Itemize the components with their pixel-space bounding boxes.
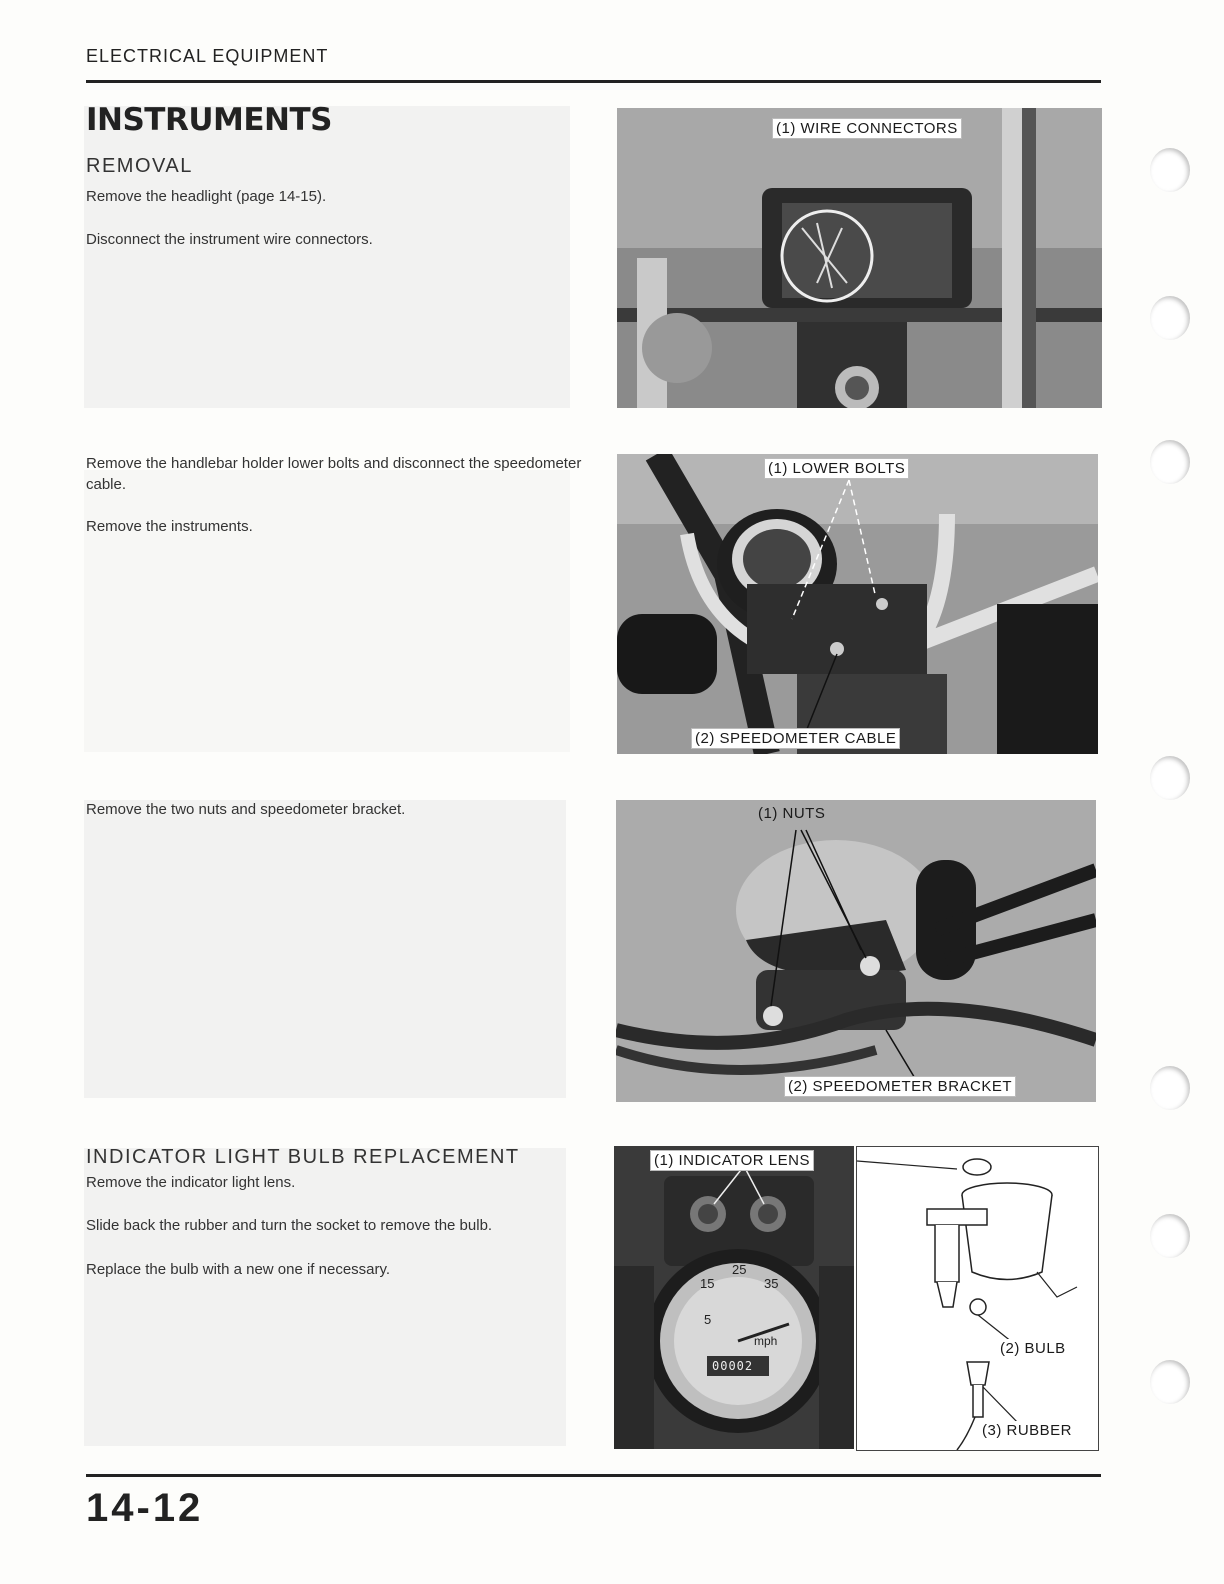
bulb-socket-diagram (856, 1146, 1099, 1451)
bulb-step-1: Remove the indicator light lens. (86, 1174, 296, 1191)
speedometer-bracket-label: (2) SPEEDOMETER BRACKET (784, 1076, 1016, 1097)
gauge-unit: mph (754, 1334, 778, 1348)
wire-connectors-label: (1) WIRE CONNECTORS (772, 118, 962, 139)
bulb-label: (2) BULB (997, 1339, 1069, 1358)
lower-bolts-photo (617, 454, 1098, 754)
running-header: ELECTRICAL EQUIPMENT (86, 46, 329, 66)
show-through-panel (84, 106, 570, 408)
show-through-panel (84, 470, 570, 752)
show-through-panel (84, 800, 566, 1098)
footer-rule (86, 1474, 1101, 1477)
removal-step-2: Disconnect the instrument wire connectors. (86, 231, 373, 248)
punch-hole (1150, 1066, 1190, 1110)
odometer: 00002 (712, 1359, 754, 1373)
rubber-label: (3) RUBBER (979, 1421, 1075, 1440)
bulb-step-2: Slide back the rubber and turn the socket to remove the bulb. (86, 1217, 493, 1234)
gauge-number: 15 (700, 1276, 715, 1291)
punch-hole (1150, 756, 1190, 800)
removal-step-1: Remove the headlight (page 14-15). (86, 188, 327, 205)
removal-step-3: Remove the handlebar holder lower bolts and disconnect the speedometer cable. (86, 455, 582, 493)
nuts-label: (1) NUTS (758, 805, 826, 822)
removal-step-4: Remove the instruments. (86, 518, 253, 535)
speedometer-cable-label: (2) SPEEDOMETER CABLE (691, 728, 900, 749)
page-title: INSTRUMENTS (86, 102, 332, 138)
lower-bolts-label: (1) LOWER BOLTS (764, 458, 909, 479)
nuts-photo (616, 800, 1096, 1102)
indicator-lens-photo (614, 1146, 854, 1449)
gauge-number: 25 (732, 1262, 747, 1277)
punch-hole (1150, 440, 1190, 484)
bulb-step-3: Replace the bulb with a new one if necessary. (86, 1261, 391, 1278)
punch-hole (1150, 1214, 1190, 1258)
punch-hole (1150, 296, 1190, 340)
indicator-lens-label: (1) INDICATOR LENS (650, 1150, 814, 1171)
gauge-number: 5 (704, 1312, 712, 1327)
punch-hole (1150, 1360, 1190, 1404)
removal-step-5: Remove the two nuts and speedometer bracket. (86, 801, 406, 818)
page-number: 14-12 (86, 1486, 204, 1530)
removal-heading: REMOVAL (86, 155, 193, 177)
wire-connectors-photo (617, 108, 1102, 408)
gauge-number: 35 (764, 1276, 779, 1291)
header-rule (86, 80, 1101, 83)
bulb-heading: INDICATOR LIGHT BULB REPLACEMENT (86, 1146, 520, 1168)
punch-hole (1150, 148, 1190, 192)
